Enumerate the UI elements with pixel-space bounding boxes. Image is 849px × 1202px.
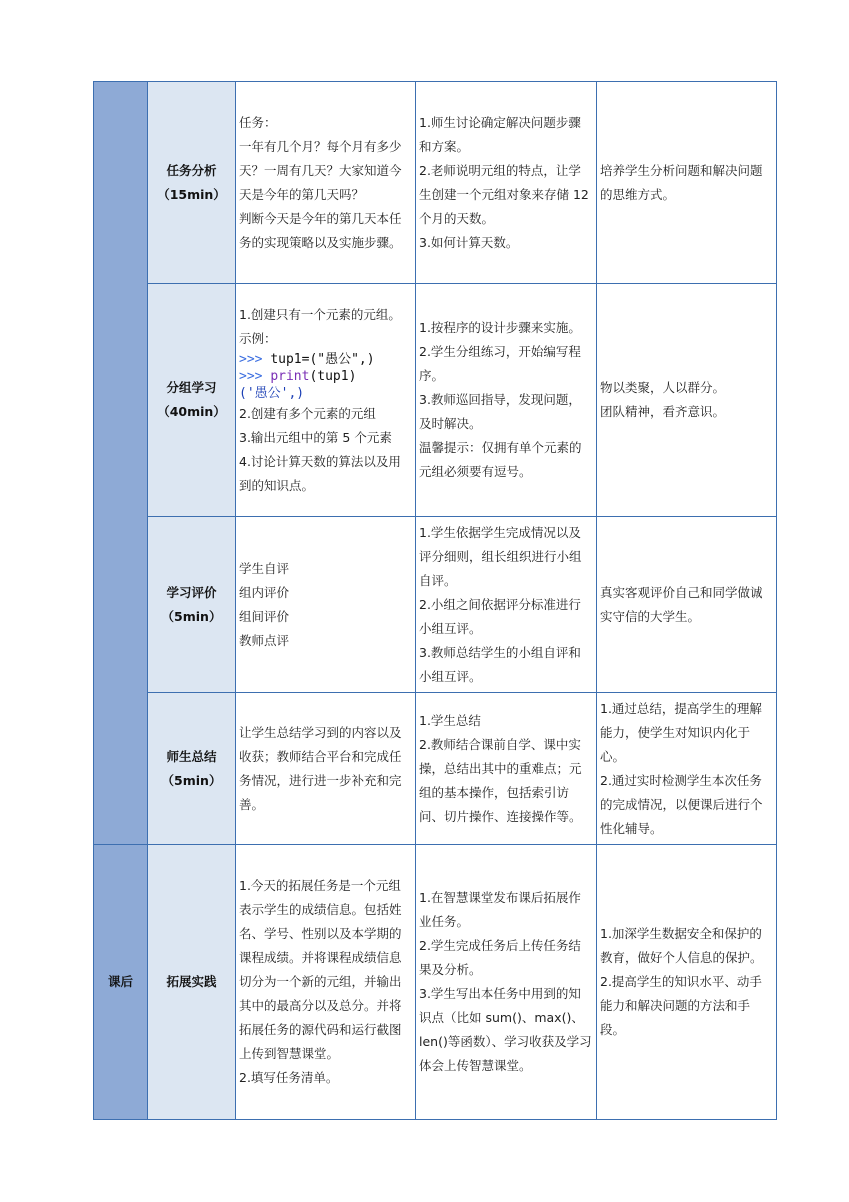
section-title: 分组学习 <box>166 380 217 395</box>
code-output: ('愚公',) <box>239 385 305 401</box>
phase-cell-after-class: 课后 <box>94 845 148 1120</box>
activity-cell <box>416 284 597 517</box>
text-line: 一年有几个月？每个月有多少天？一周有几天？大家知道今天是今年的第几天吗？ <box>239 138 402 202</box>
section-task-analysis <box>148 82 236 284</box>
goal-cell <box>597 82 777 284</box>
code-example <box>239 351 412 402</box>
table-row-evaluation <box>94 517 777 693</box>
text-line: 2.学生分组练习，开始编写程序。 <box>419 344 581 383</box>
goal-cell <box>597 517 777 693</box>
activity-cell <box>416 517 597 693</box>
task-content-cell <box>236 284 416 517</box>
section-time: （5min） <box>161 608 222 624</box>
task-content-cell <box>236 82 416 284</box>
text-line: 真实客观评价自己和同学做诚实守信的大学生。 <box>600 584 763 624</box>
text-line: 1.学生依据学生完成情况以及评分细则，组长组织进行小组自评。 <box>419 524 582 588</box>
table-row-extension <box>94 845 777 1120</box>
text-line: 1.在智慧课堂发布课后拓展作业任务。 <box>419 890 581 929</box>
text-line: 组间评价 <box>239 608 290 624</box>
section-title: 任务分析 <box>166 162 217 178</box>
section-time: （40min） <box>157 404 226 419</box>
text-line: 2.学生完成任务后上传任务结果及分析。 <box>419 938 581 977</box>
section-group-study <box>148 284 236 517</box>
text-line: 1.通过总结，提高学生的理解能力，使学生对知识内化于心。 <box>600 700 762 764</box>
section-evaluation <box>148 517 236 693</box>
text-line: 4.讨论计算天数的算法以及用到的知识点。 <box>239 453 401 493</box>
text-line: 3.教师总结学生的小组自评和小组互评。 <box>419 644 581 684</box>
text-line: 培养学生分析问题和解决问题的思维方式。 <box>600 162 763 202</box>
phase-cell-in-class <box>94 82 148 845</box>
text-line: 2.提高学生的知识水平、动手能力和解决问题的方法和手段。 <box>600 974 762 1037</box>
code-line <box>239 368 412 385</box>
table-row-task-analysis <box>94 82 777 284</box>
text-line: 2.通过实时检测学生本次任务的完成情况，以便课后进行个性化辅导。 <box>600 772 763 836</box>
activity-cell <box>416 693 597 845</box>
text-line: 判断今天是今年的第几天本任务的实现策略以及实施步骤。 <box>239 210 402 250</box>
text-line: 1.创建只有一个元素的元组。示例： <box>239 306 401 346</box>
section-title: 学习评价 <box>166 584 217 600</box>
code-text: (tup1) <box>309 368 357 384</box>
text-line: 组内评价 <box>239 584 290 600</box>
text-line: 2.老师说明元组的特点，让学生创建一个元组对象来存储 12 个月的天数。 <box>419 162 589 226</box>
text-line: 3.输出元组中的第 5 个元素 <box>239 429 392 445</box>
goal-cell <box>597 284 777 517</box>
activity-cell <box>416 82 597 284</box>
task-content-cell <box>236 693 416 845</box>
text-line: 3.教师巡回指导，发现问题，及时解决。 <box>419 392 581 431</box>
task-content-cell <box>236 845 416 1120</box>
code-text: tup1=("愚公",) <box>270 351 375 367</box>
text-line: 任务： <box>239 114 277 130</box>
text-line: 1.按程序的设计步骤来实施。 <box>419 320 581 335</box>
text-line: 1.学生总结 <box>419 712 481 728</box>
text-line: 2.创建有多个元素的元组 <box>239 405 376 421</box>
table-row-summary <box>94 693 777 845</box>
text-line: 2.教师结合课前自学、课中实操，总结出其中的重难点；元组的基本操作，包括索引访问、切片操作、连接操作等。 <box>419 736 582 824</box>
text-line: 物以类聚，人以群分。 <box>600 380 726 395</box>
task-content-cell <box>236 517 416 693</box>
text-line: 1.加深学生数据安全和保护的教育，做好个人信息的保护。 <box>600 926 763 965</box>
goal-cell <box>597 845 777 1120</box>
code-prompt: >>> <box>239 368 263 384</box>
text-line: 团队精神，看齐意识。 <box>600 404 726 419</box>
section-time: （15min） <box>157 186 226 202</box>
text-line: 学生自评 <box>239 560 290 576</box>
section-time: （5min） <box>161 772 222 788</box>
code-line <box>239 385 412 402</box>
section-title: 师生总结 <box>166 748 217 764</box>
lesson-plan-table <box>93 81 777 1120</box>
text-line: 2.填写任务清单。 <box>239 1070 339 1085</box>
goal-cell <box>597 693 777 845</box>
code-keyword: print <box>270 368 310 384</box>
section-extension <box>148 845 236 1120</box>
text-line: 教师点评 <box>239 632 290 648</box>
code-line <box>239 351 412 368</box>
table-row-group-study <box>94 284 777 517</box>
text-line: 1.师生讨论确定解决问题步骤和方案。 <box>419 114 581 154</box>
text-line: 3.学生写出本任务中用到的知识点（比如 sum()、max()、len()等函数）、学习收获及学习体会上传智慧课堂。 <box>419 986 592 1073</box>
code-prompt: >>> <box>239 351 263 367</box>
text-line: 温馨提示：仅拥有单个元素的元组必须要有逗号。 <box>419 440 582 479</box>
text-line: 2.小组之间依据评分标准进行小组互评。 <box>419 596 581 636</box>
text-line: 1.今天的拓展任务是一个元组表示学生的成绩信息。包括姓名、学号、性别以及本学期的课程成绩。并将课程成绩信息切分为一个新的元组，并输出其中的最高分以及总分。并将拓展任务的源代码和运行截图上传到智慧课堂。 <box>239 878 402 1061</box>
section-title: 拓展实践 <box>166 974 217 989</box>
activity-cell <box>416 845 597 1120</box>
text-line: 让学生总结学习到的内容以及收获；教师结合平台和完成任务情况，进行进一步补充和完善。 <box>239 724 402 812</box>
section-summary <box>148 693 236 845</box>
text-line: 3.如何计算天数。 <box>419 234 519 250</box>
